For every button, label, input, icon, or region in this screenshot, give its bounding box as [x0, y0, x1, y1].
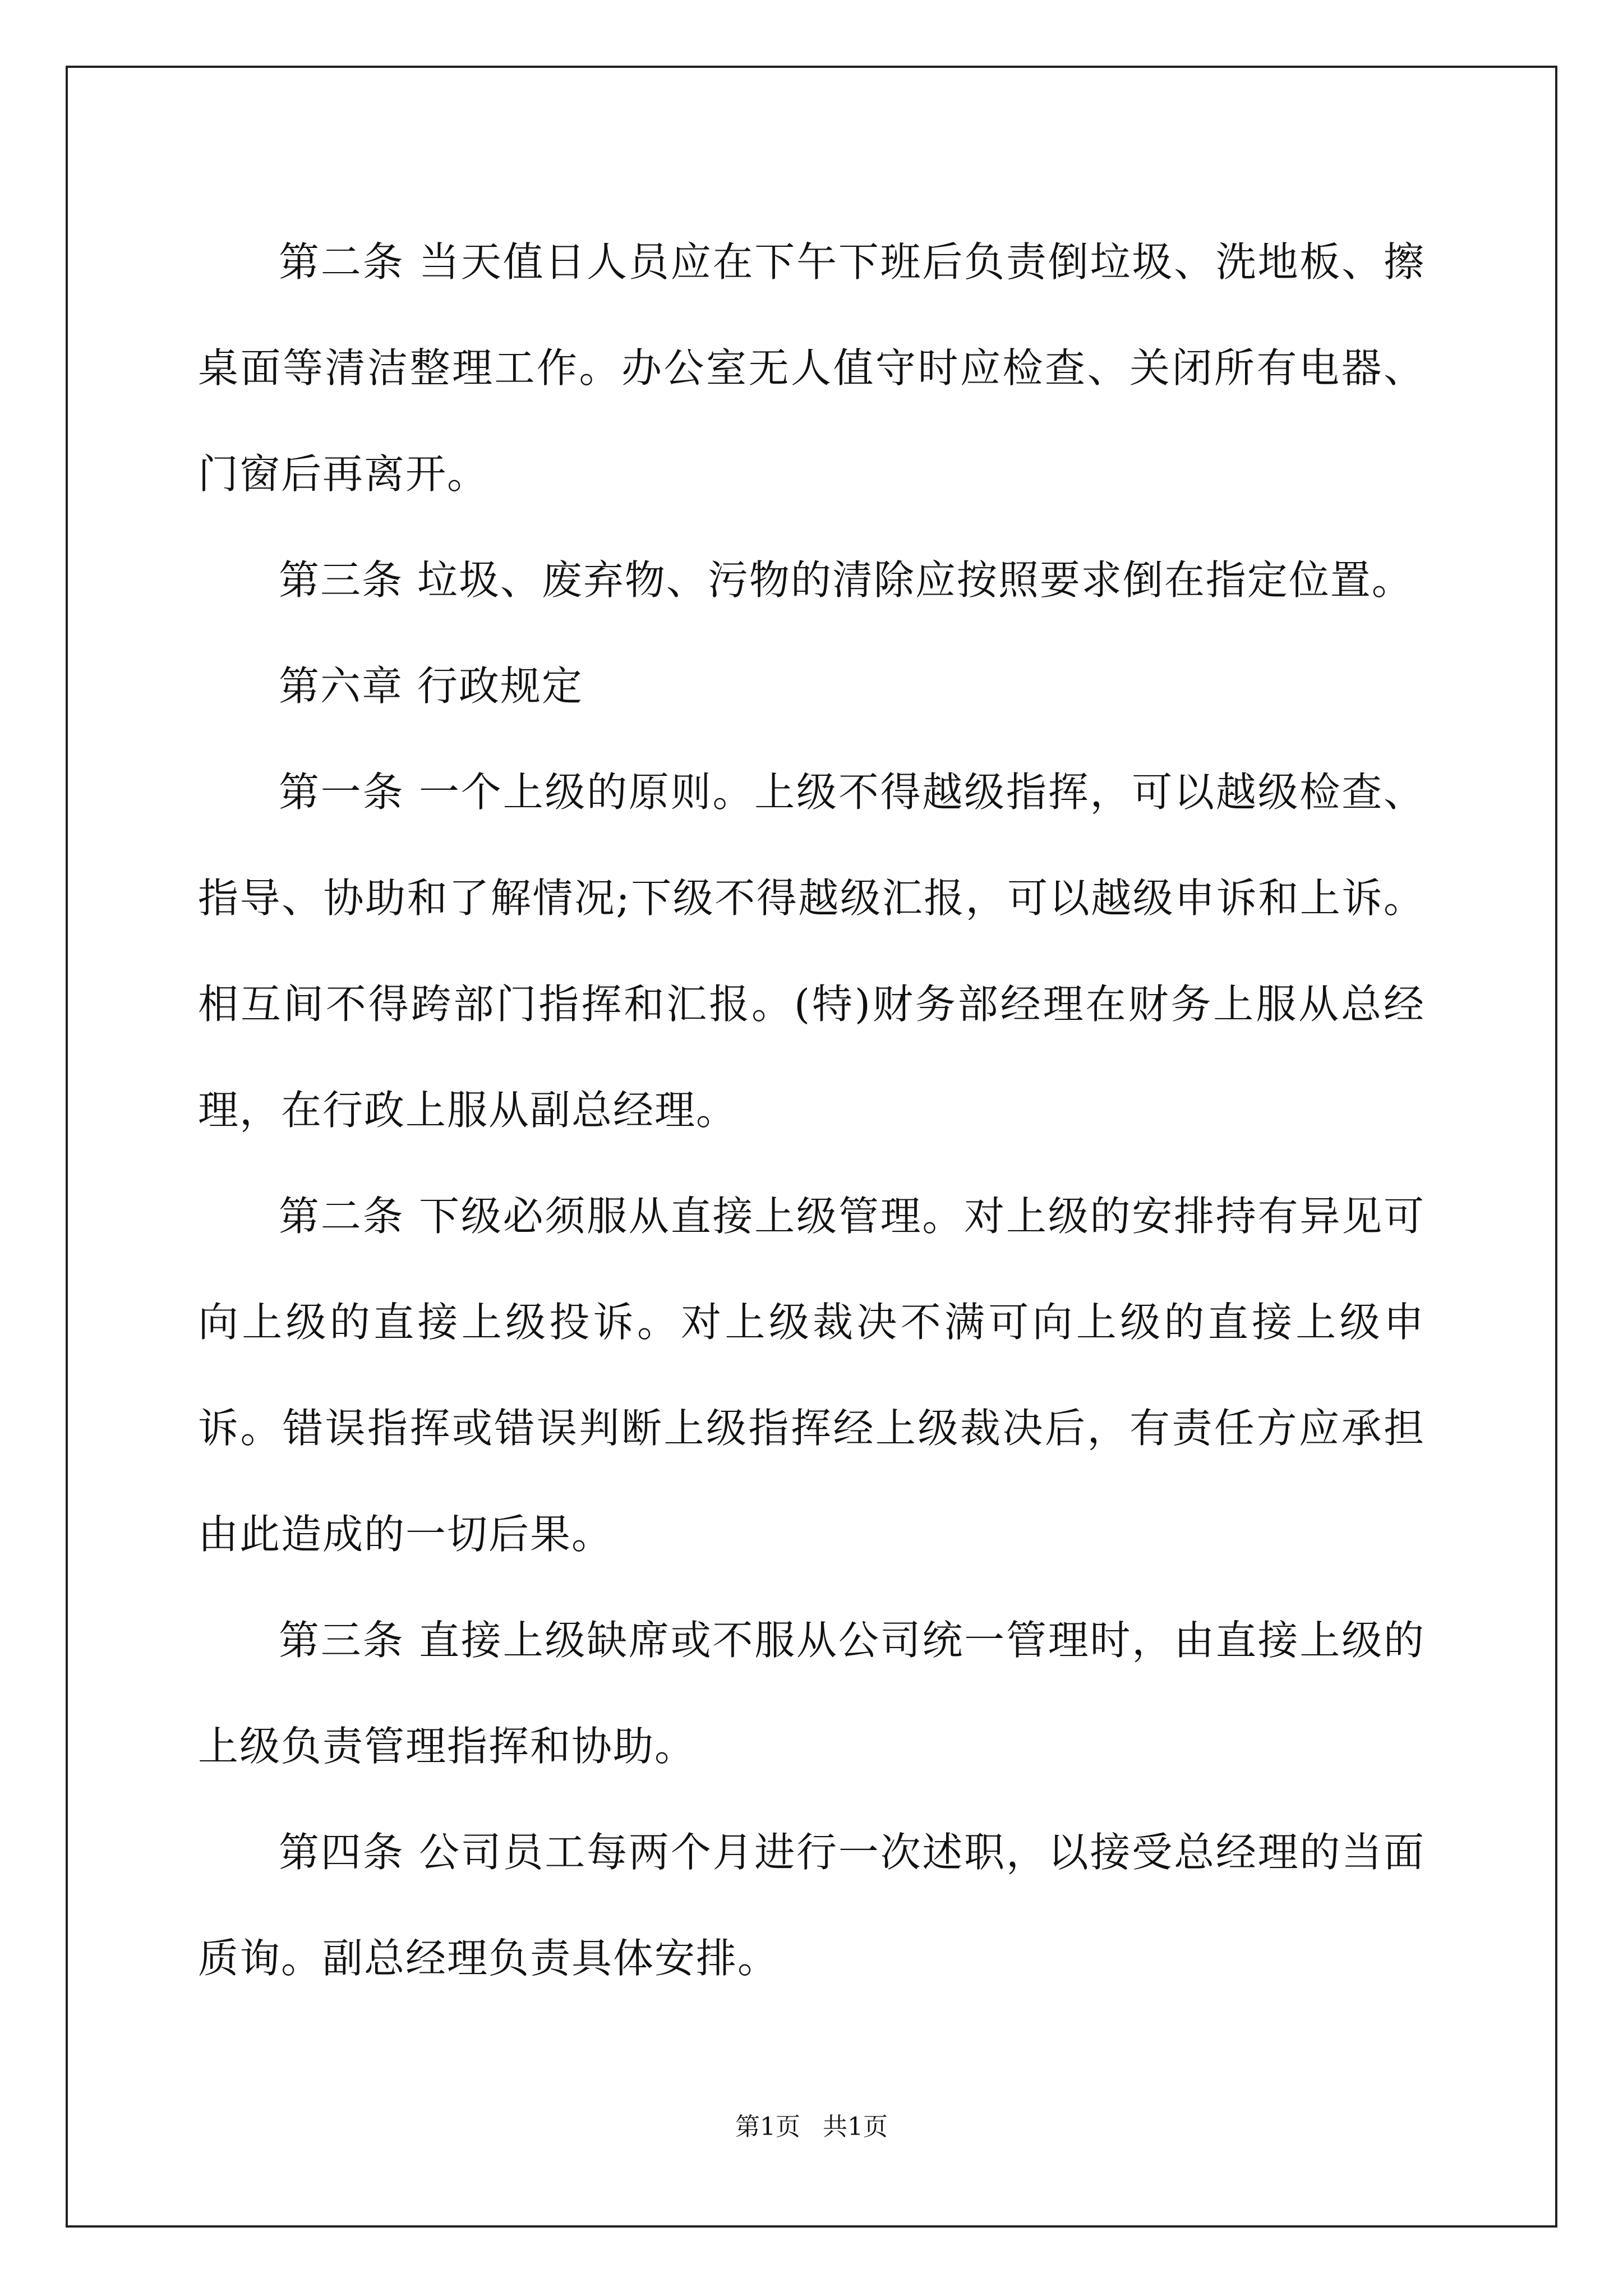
chapter-heading: 第六章 行政规定	[279, 662, 583, 710]
paragraph-article-4-report: 第四条 公司员工每两个月进行一次述职，以接受总经理的当面质询。副总经理负责具体安排。	[198, 1829, 1425, 1982]
paragraph-article-3-waste: 第三条 垃圾、废弃物、污物的清除应按照要求倒在指定位置。	[279, 556, 1413, 604]
paragraph-article-2-obey: 第二条 下级必须服从直接上级管理。对上级的安排持有异见可向上级的直接上级投诉。对上级裁决不满可向上级的直接上级申诉。错误指挥或错误判断上级指挥经上级裁决后，有责任方应承担由此造成的一切后果。	[198, 1193, 1425, 1558]
paragraph-article-3-absence: 第三条 直接上级缺席或不服从公司统一管理时，由直接上级的上级负责管理指挥和协助。	[198, 1617, 1425, 1770]
page-total: 共1页	[823, 2113, 888, 2141]
page-number: 第1页	[735, 2113, 800, 2141]
paragraph-article-2-cleaning: 第二条 当天值日人员应在下午下班后负责倒垃圾、洗地板、擦桌面等清洁整理工作。办公室无人值守时应检查、关闭所有电器、门窗后再离开。	[198, 238, 1425, 498]
page-footer	[0, 2106, 1623, 2142]
paragraph-article-1-superior: 第一条 一个上级的原则。上级不得越级指挥，可以越级检查、指导、协助和了解情况;下级不得越级汇报，可以越级申诉和上诉。相互间不得跨部门指挥和汇报。(特)财务部经理在财务上服从总经理，在行政上服从副总经理。	[198, 769, 1425, 1134]
document-body	[198, 209, 1425, 2012]
